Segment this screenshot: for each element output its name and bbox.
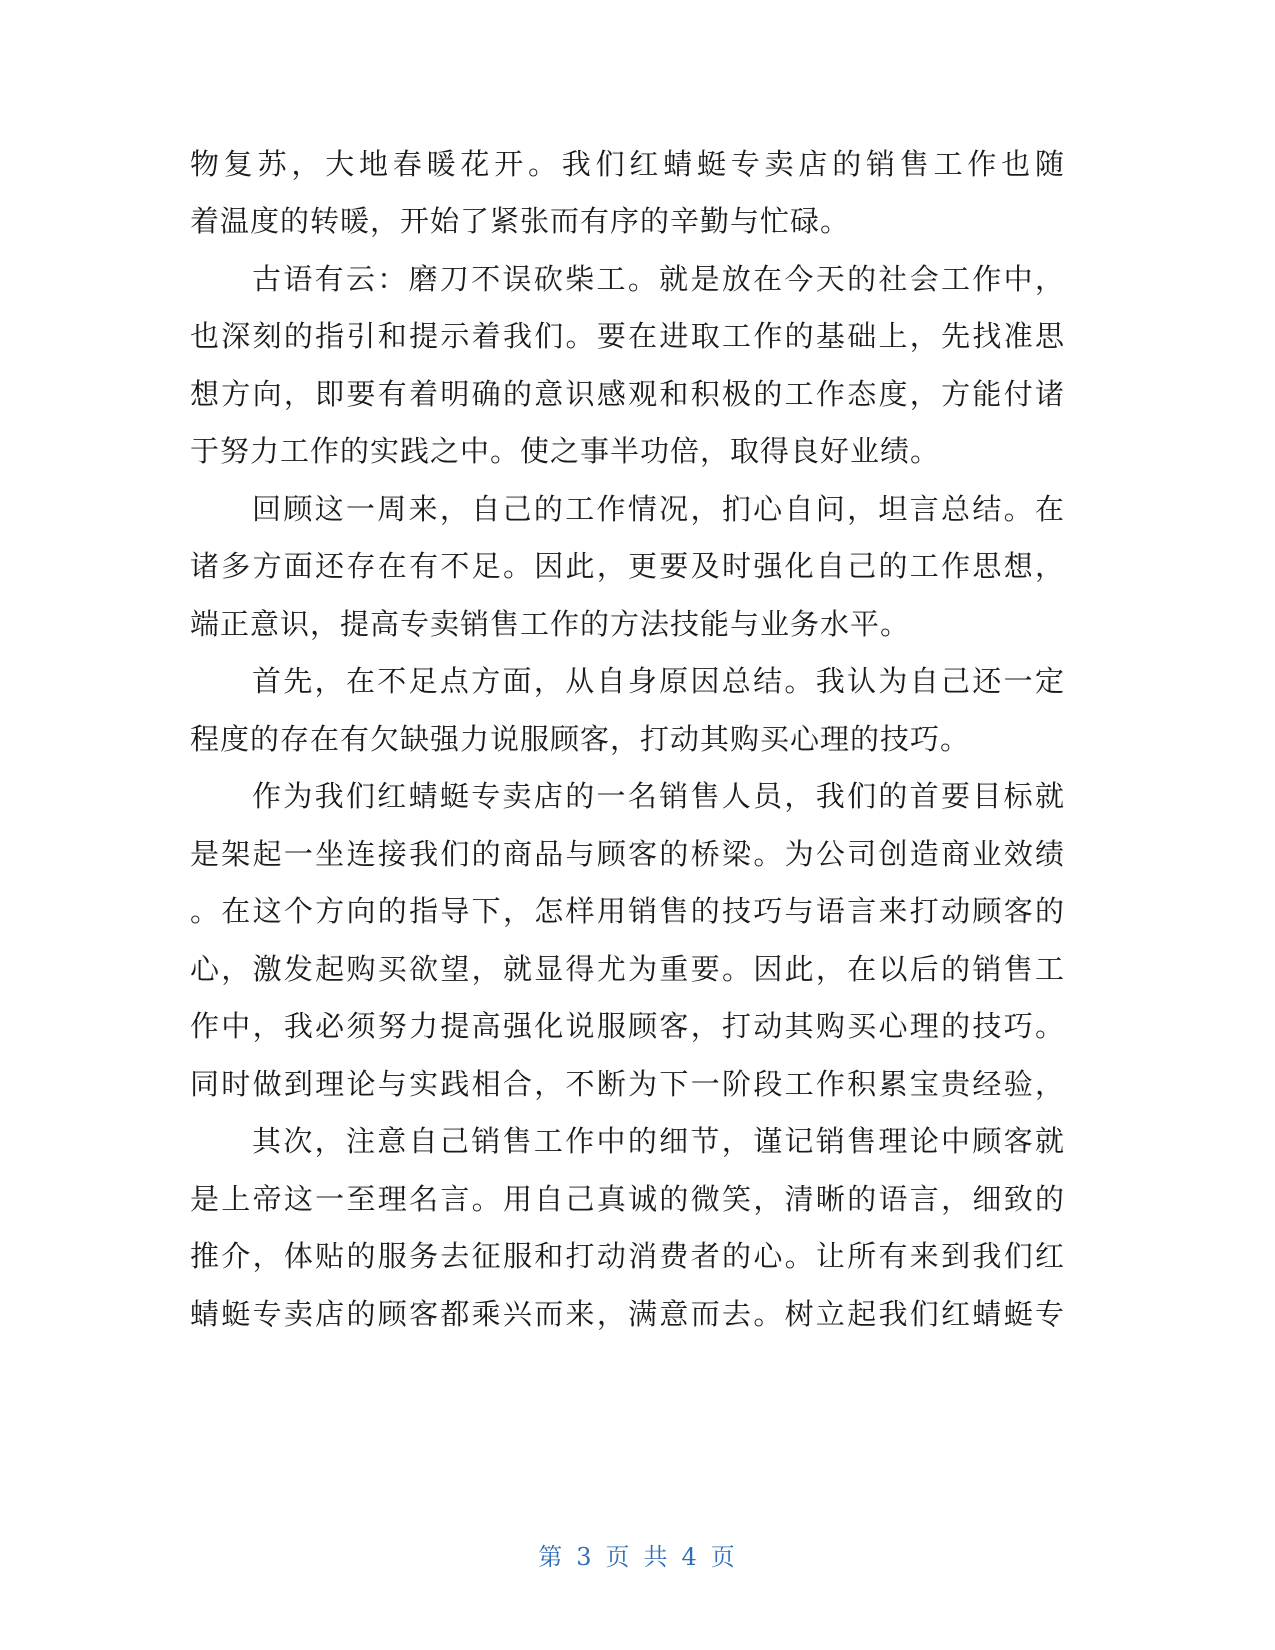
paragraph-first-line: 回顾这一周来，自己的工作情况，扪心自问，坦言总结。在	[252, 492, 1065, 526]
text-line: 端正意识，提高专卖销售工作的方法技能与业务水平。	[190, 607, 911, 641]
text-line: 物复苏，大地春暖花开。我们红蜻蜓专卖店的销售工作也随	[190, 147, 1065, 181]
footer-label-page: 第	[538, 1543, 565, 1571]
text-line: 于努力工作的实践之中。使之事半功倍，取得良好业绩。	[190, 434, 941, 468]
paragraph-first-line: 首先，在不足点方面，从自身原因总结。我认为自己还一定	[252, 664, 1065, 698]
paragraph-first-line: 古语有云：磨刀不误砍柴工。就是放在今天的社会工作中，	[252, 262, 1065, 296]
text-line: 是架起一坐连接我们的商品与顾客的桥梁。为公司创造商业效绩	[190, 837, 1065, 871]
text-line: 是上帝这一至理名言。用自己真诚的微笑，清晰的语言，细致的	[190, 1182, 1065, 1216]
footer-current-page: 3	[576, 1543, 594, 1571]
text-line: 。在这个方向的指导下，怎样用销售的技巧与语言来打动顾客的	[190, 894, 1065, 928]
paragraph-first-line: 作为我们红蜻蜓专卖店的一名销售人员，我们的首要目标就	[252, 779, 1065, 813]
text-line: 也深刻的指引和提示着我们。要在进取工作的基础上，先找准思	[190, 319, 1065, 353]
text-line: 想方向，即要有着明确的意识感观和积极的工作态度，方能付诸	[190, 377, 1065, 411]
text-line: 着温度的转暖，开始了紧张而有序的辛勤与忙碌。	[190, 204, 851, 238]
text-line: 推介，体贴的服务去征服和打动消费者的心。让所有来到我们红	[190, 1239, 1065, 1273]
text-line: 心，激发起购买欲望，就显得尤为重要。因此，在以后的销售工	[190, 952, 1065, 986]
text-line: 诸多方面还存在有不足。因此，更要及时强化自己的工作思想，	[190, 549, 1065, 583]
footer-total-pages: 4	[681, 1543, 699, 1571]
text-line: 蜻蜓专卖店的顾客都乘兴而来，满意而去。树立起我们红蜻蜓专	[190, 1297, 1065, 1331]
page-footer	[0, 1540, 1275, 1574]
text-line: 同时做到理论与实践相合，不断为下一阶段工作积累宝贵经验，	[190, 1067, 1065, 1101]
text-line: 程度的存在有欠缺强力说服顾客，打动其购买心理的技巧。	[190, 722, 971, 756]
footer-label-total-unit: 页	[710, 1543, 737, 1571]
footer-label-page-unit: 页	[605, 1543, 632, 1571]
footer-label-total: 共	[643, 1543, 670, 1571]
text-line: 作中，我必须努力提高强化说服顾客，打动其购买心理的技巧。	[190, 1009, 1065, 1043]
paragraph-first-line: 其次，注意自己销售工作中的细节，谨记销售理论中顾客就	[252, 1124, 1065, 1158]
